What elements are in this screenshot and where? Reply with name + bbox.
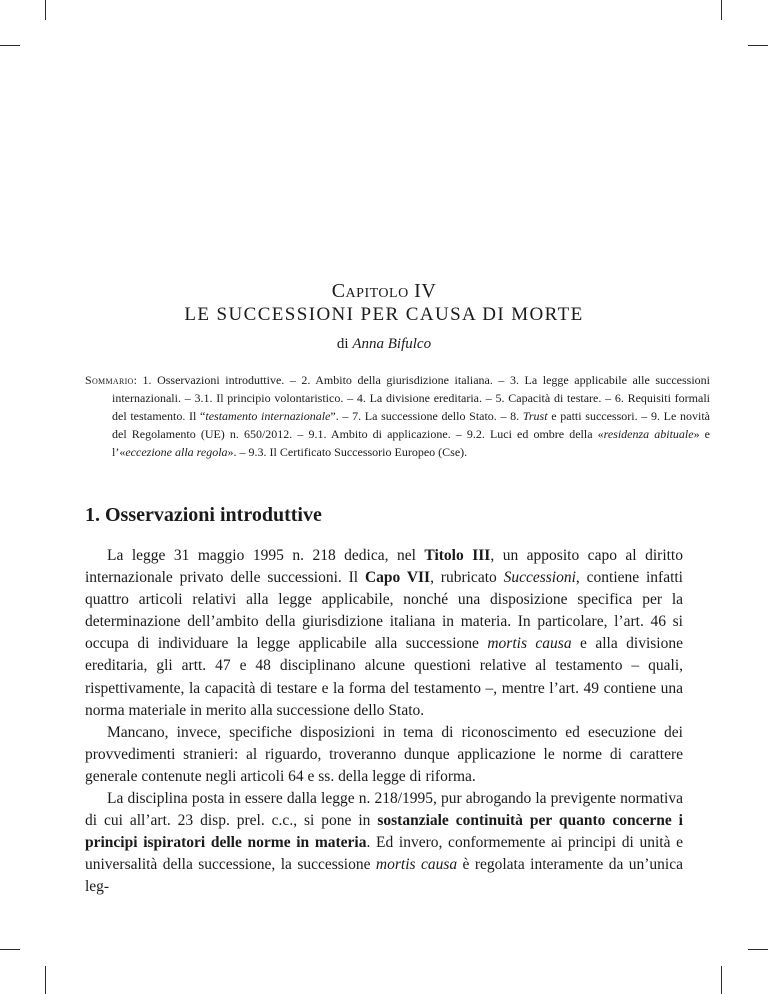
summary-text: ”. – 7. La successione dello Stato. – 8. (330, 409, 523, 423)
italic-run: Successioni (503, 569, 576, 587)
body-text (85, 545, 683, 899)
crop-mark (721, 0, 722, 20)
chapter-summary (85, 371, 710, 461)
summary-text: ». – 9.3. Il Certificato Successorio Europeo (Cse). (227, 445, 468, 459)
section-heading: 1. Osservazioni introduttive (85, 504, 322, 526)
bold-run: Titolo III (424, 547, 491, 564)
paragraph-1 (85, 545, 683, 722)
italic-run: mortis causa (487, 635, 572, 653)
text-run: La legge 31 maggio 1995 n. 218 dedica, nel (107, 547, 425, 564)
text-run: , un apposito capo al diritto internazionale privato delle successioni. Il (85, 547, 683, 587)
crop-mark (748, 45, 768, 46)
crop-mark (0, 949, 20, 950)
crop-mark (0, 45, 20, 46)
summary-italic: testamento internazionale (205, 409, 331, 423)
crop-mark (45, 0, 46, 20)
author-prefix: di (336, 336, 353, 352)
text-run: , rubricato (430, 569, 504, 587)
text-run: La disciplina posta in essere dalla legge n. 218/1995, pur abrogando la previgente normativa di cui all’art. 23 disp. prel. c.c., si pone in (85, 790, 683, 830)
chapter-label: Capitolo IV (331, 280, 437, 302)
italic-run: mortis causa (375, 856, 458, 874)
summary-italic: eccezione alla regola (125, 445, 228, 459)
author-line (0, 336, 768, 353)
author-name: Anna Bifulco (352, 336, 432, 352)
crop-mark (748, 949, 768, 950)
text-run: . Ed invero, conformemente ai principi di unità e universalità della successione, la successione (85, 834, 683, 874)
summary-italic: residenza abituale (603, 427, 694, 441)
crop-mark (721, 966, 722, 994)
bold-run: sostanziale continuità per quanto concerne i principi ispiratori delle norme in materia (85, 812, 683, 852)
summary-text: e patti successori. – 9. Le novità del Regolamento (UE) n. 650/2012. – 9.1. Ambito di applicazione. – 9.2. Luci ed ombre della « (112, 409, 710, 441)
summary-lead: Sommario (85, 373, 134, 387)
chapter-title: LE SUCCESSIONI PER CAUSA DI MORTE (184, 304, 584, 325)
summary-text: » e l’« (112, 427, 710, 459)
paragraph-2: Mancano, invece, specifiche disposizioni in tema di riconoscimento ed esecuzione dei provvedimenti stranieri: al riguardo, troveranno dunque applicazione le norme di carattere generale contenute negli articoli 64 e ss. della legge di riforma. (85, 723, 683, 785)
crop-mark (45, 966, 46, 994)
text-run: e alla divisione ereditaria, gli artt. 47 e 48 disciplinano alcune questioni relative al testamento – quali, rispettivamente, la capacità di testare e la forma del testamento –, mentre l’art. 49 contiene una norma materiale in merito alla successione dello Stato. (85, 635, 683, 719)
paragraph-3 (85, 788, 683, 898)
summary-italic: Trust (522, 409, 548, 423)
summary-text: : 1. Osservazioni introduttive. – 2. Ambito della giurisdizione italiana. – 3. La legge applicabile alle successioni internazionali. – 3.1. Il principio volontaristico. – 4. La divisione ereditaria. – 5. Capacità di testare. – 6. Requisiti formali del testamento. Il “ (112, 373, 710, 423)
text-run: , contiene infatti quattro articoli relativi alla legge applicabile, nonché una disposizione specifica per la determinazione dell’ambito della giurisdizione italiana in materia. In particolare, l’art. 46 si occupa di individuare la legge applicabile alla successione (85, 569, 683, 653)
text-run: è regolata interamente da un’unica leg- (85, 856, 683, 896)
bold-run: Capo VII (364, 569, 431, 587)
